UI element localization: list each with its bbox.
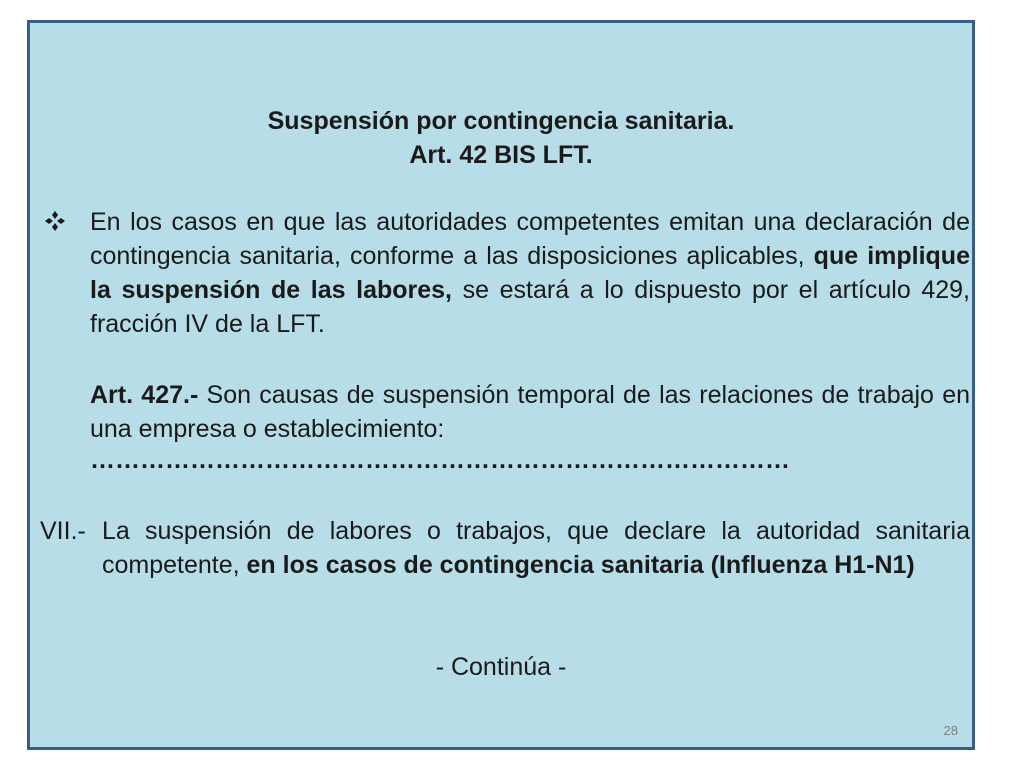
slide-title: Suspensión por contingencia sanitaria.: [267, 107, 735, 135]
slide-subtitle: Art. 42 BIS LFT.: [409, 141, 593, 169]
slide-frame: [27, 20, 975, 750]
page-number: 28: [943, 723, 958, 738]
fraction-paragraph: [102, 514, 970, 582]
fraction-text-part1: La suspensión de labores o trabajos, que declare la autoridad sanitaria competente,: [102, 517, 970, 579]
bullet-text-bold: que implique la suspensión de las labores,: [90, 242, 970, 304]
article-paragraph: [90, 378, 970, 446]
diamond-bullet-icon: [44, 210, 66, 232]
fraction-label: VII.-: [40, 517, 86, 545]
bullet-text-part2: se estará a lo dispuesto por el artículo 429, fracción IV de la LFT.: [90, 276, 970, 338]
article-text: Son causas de suspensión temporal de las relaciones de trabajo en una empresa o establecimiento:: [90, 381, 971, 443]
article-label: Art. 427.-: [90, 381, 199, 409]
continua-label: - Continúa -: [435, 653, 567, 681]
bullet-paragraph: [90, 205, 970, 341]
ellipsis-separator: …………………………………………………………………………: [90, 446, 790, 474]
slide-content: [30, 23, 972, 747]
bullet-text-part1: En los casos en que las autoridades competentes emitan una declaración de contingencia sanitaria, conforme a las disposiciones aplicables,: [90, 208, 970, 270]
fraction-text-bold: en los casos de contingencia sanitaria (Influenza H1-N1): [246, 551, 915, 579]
